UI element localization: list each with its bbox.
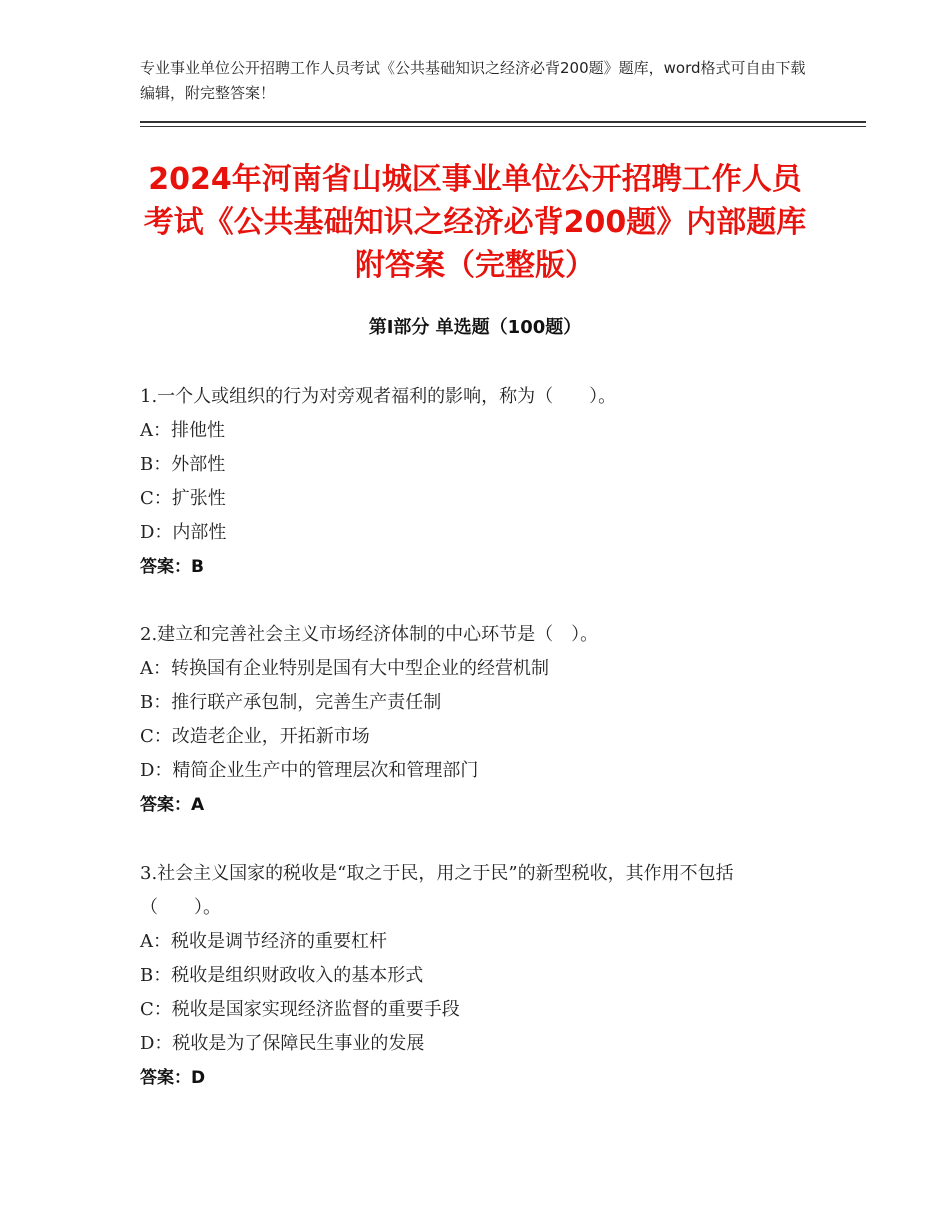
question-3 bbox=[140, 857, 800, 1095]
option-d: D：内部性 bbox=[140, 522, 227, 543]
document-title: 2024年河南省山城区事业单位公开招聘工作人员考试《公共基础知识之经济必背200题》内部题库附答案（完整版） bbox=[143, 162, 807, 283]
option-c: C：改造老企业，开拓新市场 bbox=[140, 726, 370, 747]
question-stem: 2.建立和完善社会主义市场经济体制的中心环节是（ ）。 bbox=[140, 624, 599, 645]
option-b: B：税收是组织财政收入的基本形式 bbox=[140, 965, 424, 986]
section-heading: 第Ⅰ部分 单选题（100题） bbox=[368, 317, 582, 338]
answer: 答案：A bbox=[140, 795, 205, 815]
question-stem: 1.一个人或组织的行为对旁观者福利的影响，称为（ ）。 bbox=[140, 386, 617, 407]
answer: 答案：B bbox=[140, 557, 204, 577]
option-a: A：排他性 bbox=[140, 420, 225, 441]
question-1 bbox=[140, 380, 820, 584]
header-rule-thin bbox=[140, 126, 866, 127]
option-a: A：转换国有企业特别是国有大中型企业的经营机制 bbox=[140, 658, 549, 679]
page-header: 专业事业单位公开招聘工作人员考试《公共基础知识之经济必背200题》题库，word格式可自由下载编辑，附完整答案！ bbox=[140, 59, 806, 102]
option-b: B：推行联产承包制，完善生产责任制 bbox=[140, 692, 442, 713]
option-c: C：税收是国家实现经济监督的重要手段 bbox=[140, 999, 460, 1020]
option-d: D：精简企业生产中的管理层次和管理部门 bbox=[140, 760, 479, 781]
question-2 bbox=[140, 618, 820, 822]
option-b: B：外部性 bbox=[140, 454, 226, 475]
option-c: C：扩张性 bbox=[140, 488, 226, 509]
question-stem: 3.社会主义国家的税收是“取之于民，用之于民”的新型税收，其作用不包括（ ）。 bbox=[140, 863, 734, 918]
option-a: A：税收是调节经济的重要杠杆 bbox=[140, 931, 387, 952]
header-rule-thick bbox=[140, 121, 866, 123]
answer: 答案：D bbox=[140, 1068, 206, 1088]
option-d: D：税收是为了保障民生事业的发展 bbox=[140, 1033, 425, 1054]
